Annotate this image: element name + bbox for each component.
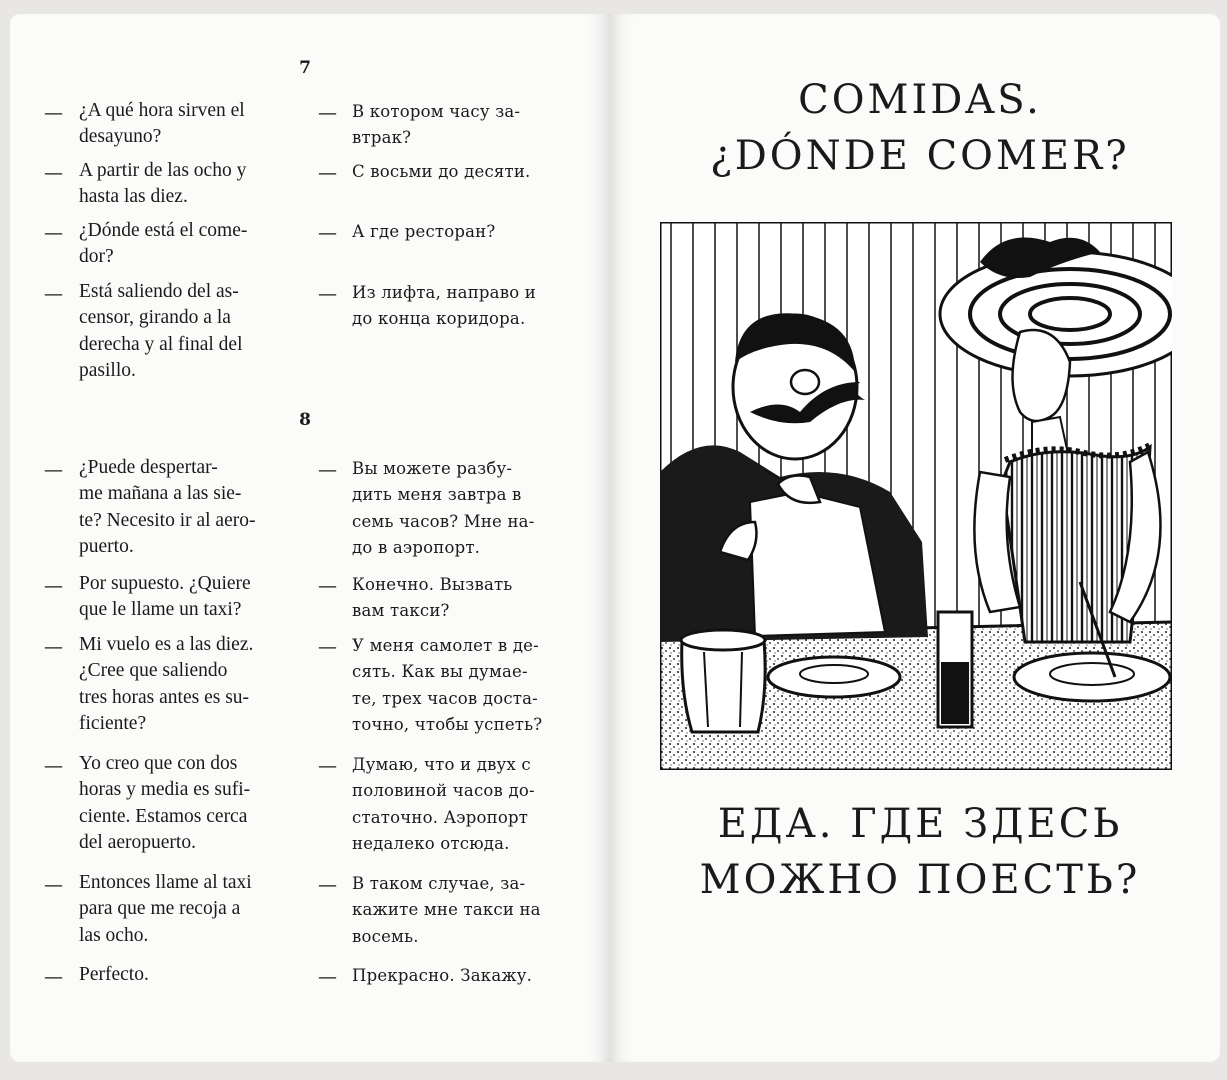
spanish-title-line: ¿DÓNDE COMER? bbox=[710, 133, 1130, 179]
spanish-dash: — bbox=[44, 636, 63, 658]
russian-text-line: В таком случае, за- bbox=[352, 874, 526, 893]
section-number: 7 bbox=[299, 58, 311, 78]
spanish-text-line: derecha y al final del bbox=[79, 333, 243, 355]
spanish-text-line: desayuno? bbox=[79, 126, 162, 148]
spanish-text-line: del aeropuerto. bbox=[79, 831, 196, 853]
spanish-dash: — bbox=[44, 459, 63, 481]
spanish-chapter-title bbox=[640, 72, 1200, 184]
spanish-text-line: puerto. bbox=[79, 535, 134, 557]
spanish-text-line: ficiente? bbox=[79, 712, 147, 734]
spanish-text-line: Por supuesto. ¿Quiere bbox=[79, 573, 251, 594]
russian-dash: — bbox=[318, 222, 337, 244]
spanish-dash: — bbox=[44, 966, 63, 988]
spanish-text-line: Yo creo que con dos bbox=[79, 753, 238, 774]
spanish-text-line: me mañana a las sie- bbox=[79, 483, 242, 505]
russian-dash: — bbox=[318, 874, 337, 896]
russian-text-line: до конца коридора. bbox=[352, 309, 526, 329]
russian-dash: — bbox=[318, 755, 337, 777]
russian-title-line: МОЖНО ПОЕСТЬ? bbox=[699, 857, 1141, 903]
spanish-text-line: hasta las diez. bbox=[79, 186, 188, 208]
russian-text-line: половиной часов до- bbox=[352, 781, 535, 801]
russian-text-line: Прекрасно. Закажу. bbox=[352, 966, 533, 985]
spanish-text-line: censor, girando a la bbox=[79, 307, 231, 329]
russian-text-line: У меня самолет в де- bbox=[352, 636, 539, 655]
russian-text-line: недалеко отсюда. bbox=[352, 833, 510, 853]
spanish-text-line: A partir de las ocho y bbox=[79, 160, 247, 181]
spanish-text-line: ¿Puede despertar- bbox=[79, 457, 218, 478]
russian-text-line: статочно. Аэропорт bbox=[352, 807, 529, 827]
spanish-dash: — bbox=[44, 874, 63, 896]
russian-text-line: дить меня завтра в bbox=[352, 485, 522, 505]
russian-text-line: восемь. bbox=[352, 926, 419, 946]
russian-text-line: Думаю, что и двух с bbox=[352, 755, 531, 774]
spanish-dash: — bbox=[44, 162, 63, 184]
spanish-dash: — bbox=[44, 755, 63, 777]
russian-dash: — bbox=[318, 162, 337, 184]
spanish-text-line: las ocho. bbox=[79, 924, 149, 946]
section-number: 8 bbox=[299, 410, 311, 430]
spanish-text-line: ¿Cree que saliendo bbox=[79, 660, 228, 682]
spanish-text-line: tres horas antes es su- bbox=[79, 686, 250, 708]
russian-title-line: ЕДА. ГДЕ ЗДЕСЬ bbox=[717, 801, 1123, 847]
spanish-text-line: Mi vuelo es a las diez. bbox=[79, 634, 254, 655]
spanish-text-line: Entonces llame al taxi bbox=[79, 872, 252, 893]
spanish-text-line: ciente. Estamos cerca bbox=[79, 805, 248, 827]
spanish-text-line: dor? bbox=[79, 246, 114, 268]
russian-text-line: Вы можете разбу- bbox=[352, 459, 513, 478]
russian-text-line: кажите мне такси на bbox=[352, 900, 541, 920]
spanish-text-line: ¿A qué hora sirven el bbox=[79, 100, 245, 121]
spanish-text-line: te? Necesito ir al aero- bbox=[79, 509, 256, 531]
russian-dash: — bbox=[318, 966, 337, 988]
russian-dash: — bbox=[318, 636, 337, 658]
russian-text-line: втрак? bbox=[352, 128, 412, 148]
russian-text-line: А где ресторан? bbox=[352, 222, 496, 241]
russian-chapter-title bbox=[640, 796, 1200, 908]
russian-text-line: Конечно. Вызвать bbox=[352, 575, 513, 594]
russian-dash: — bbox=[318, 102, 337, 124]
spanish-dash: — bbox=[44, 102, 63, 124]
spanish-text-line: Perfecto. bbox=[79, 964, 149, 985]
spanish-text-line: ¿Dónde está el come- bbox=[79, 220, 248, 241]
spanish-text-line: que le llame un taxi? bbox=[79, 599, 242, 621]
spanish-text-line: Está saliendo del as- bbox=[79, 281, 239, 302]
russian-text-line: до в аэропорт. bbox=[352, 537, 481, 557]
russian-text-line: сять. Как вы думае- bbox=[352, 662, 528, 682]
russian-text-line: Из лифта, направо и bbox=[352, 283, 536, 302]
russian-dash: — bbox=[318, 283, 337, 305]
spanish-text-line: para que me recoja a bbox=[79, 898, 241, 920]
russian-dash: — bbox=[318, 459, 337, 481]
russian-text-line: семь часов? Мне на- bbox=[352, 511, 535, 531]
russian-text-line: С восьми до десяти. bbox=[352, 162, 531, 181]
russian-text-line: В котором часу за- bbox=[352, 102, 521, 121]
dining-couple-illustration bbox=[660, 222, 1172, 770]
russian-text-line: те, трех часов доста- bbox=[352, 688, 538, 708]
spanish-dash: — bbox=[44, 283, 63, 305]
russian-text-line: вам такси? bbox=[352, 601, 450, 621]
spanish-text-line: horas y media es sufi- bbox=[79, 779, 251, 801]
spanish-dash: — bbox=[44, 222, 63, 244]
russian-dash: — bbox=[318, 575, 337, 597]
spanish-dash: — bbox=[44, 575, 63, 597]
spanish-title-line: COMIDAS. bbox=[798, 77, 1042, 123]
spanish-text-line: pasillo. bbox=[79, 359, 136, 381]
russian-text-line: точно, чтобы успеть? bbox=[352, 714, 543, 734]
